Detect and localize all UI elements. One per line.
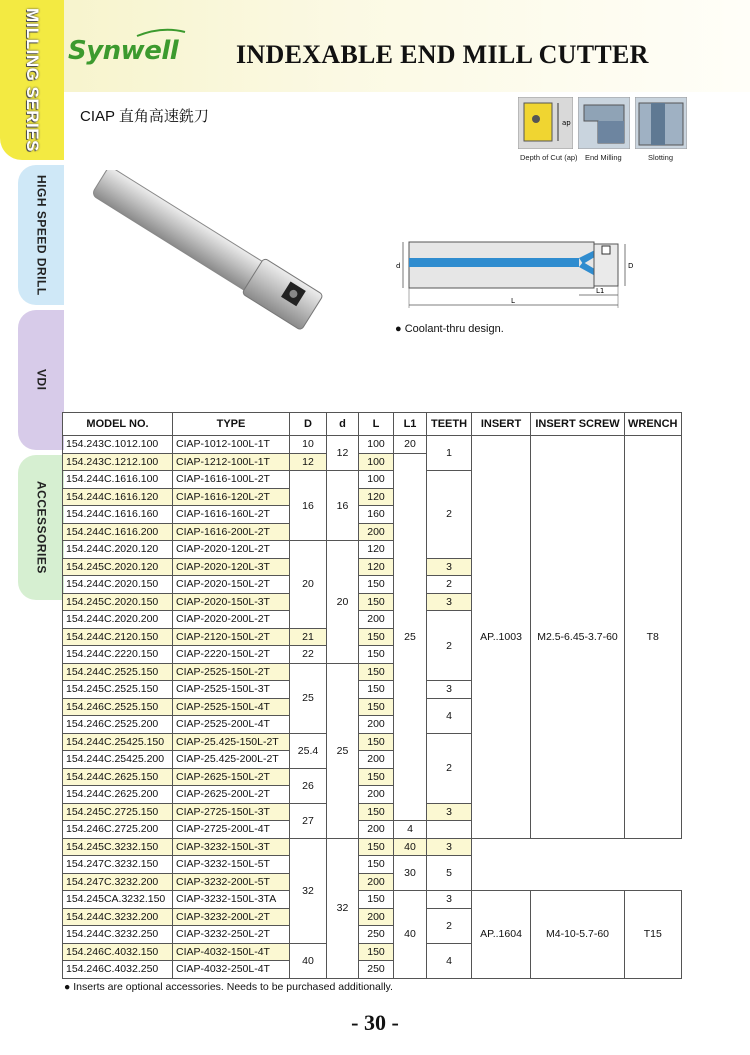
teeth-value: 3 <box>427 891 472 909</box>
col-teeth: TEETH <box>427 413 472 436</box>
type: CIAP-25.425-150L-2T <box>173 733 290 751</box>
teeth-value: 3 <box>427 558 472 576</box>
footnote: ● Inserts are optional accessories. Needs to be purchased additionally. <box>64 981 393 993</box>
wrench-value: T8 <box>625 436 682 839</box>
L-value: 150 <box>359 943 394 961</box>
model-no: 154.244C.2625.200 <box>63 786 173 804</box>
type: CIAP-1212-100L-1T <box>173 453 290 471</box>
D-value: 22 <box>290 646 327 664</box>
table-row <box>63 436 682 454</box>
thumb-caption-depth-of-cut: Depth of Cut (ap) <box>520 153 578 162</box>
d-value: 32 <box>327 838 359 978</box>
D-value: 16 <box>290 471 327 541</box>
D-value: 21 <box>290 628 327 646</box>
model-no: 154.245C.2020.120 <box>63 558 173 576</box>
coolant-note: ● Coolant-thru design. <box>395 323 504 335</box>
L-value: 200 <box>359 821 394 839</box>
type: CIAP-3232-150L-3TA <box>173 891 290 909</box>
col-L: L <box>359 413 394 436</box>
teeth-value: 4 <box>394 821 427 839</box>
drawing-label-D: D <box>628 262 634 270</box>
type: CIAP-2725-200L-4T <box>173 821 290 839</box>
L-value: 100 <box>359 436 394 454</box>
L-value: 150 <box>359 803 394 821</box>
type: CIAP-2525-150L-4T <box>173 698 290 716</box>
type: CIAP-2220-150L-2T <box>173 646 290 664</box>
table-row <box>63 838 682 856</box>
insert-screw-value: M2.5-6.45-3.7-60 <box>531 436 625 839</box>
L1-value: 40 <box>394 891 427 979</box>
d-value: 25 <box>327 663 359 838</box>
L-value: 120 <box>359 488 394 506</box>
D-value: 27 <box>290 803 327 838</box>
teeth-value: 5 <box>427 856 472 891</box>
L-value: 160 <box>359 506 394 524</box>
model-no: 154.244C.2625.150 <box>63 768 173 786</box>
model-no: 154.245C.3232.150 <box>63 838 173 856</box>
teeth-value: 2 <box>427 733 472 803</box>
model-no: 154.244C.3232.200 <box>63 908 173 926</box>
L-value: 150 <box>359 646 394 664</box>
L-value: 200 <box>359 751 394 769</box>
L-value: 200 <box>359 908 394 926</box>
side-tab-hsd-label: HIGH SPEED DRILL <box>34 174 49 296</box>
model-no: 154.247C.3232.150 <box>63 856 173 874</box>
L1-value: 30 <box>394 856 427 891</box>
type: CIAP-2525-200L-4T <box>173 716 290 734</box>
type: CIAP-3232-250L-2T <box>173 926 290 944</box>
model-no: 154.244C.2020.120 <box>63 541 173 559</box>
type: CIAP-2020-150L-2T <box>173 576 290 594</box>
svg-text:ap: ap <box>562 119 571 127</box>
model-no: 154.246C.2525.150 <box>63 698 173 716</box>
L-value: 150 <box>359 733 394 751</box>
table-header-row <box>63 413 682 436</box>
type: CIAP-2525-150L-3T <box>173 681 290 699</box>
teeth-value: 2 <box>427 611 472 681</box>
teeth-value: 2 <box>427 471 472 559</box>
model-no: 154.244C.2525.150 <box>63 663 173 681</box>
teeth-value: 1 <box>427 436 472 471</box>
D-value: 25.4 <box>290 733 327 768</box>
model-no: 154.245C.2725.150 <box>63 803 173 821</box>
d-value: 16 <box>327 471 359 541</box>
model-no: 154.245C.2020.150 <box>63 593 173 611</box>
thumb-caption-slotting: Slotting <box>648 153 674 162</box>
L-value: 250 <box>359 926 394 944</box>
model-no: 154.246C.4032.150 <box>63 943 173 961</box>
teeth-value: 2 <box>427 576 472 594</box>
L-value: 150 <box>359 663 394 681</box>
col-L1: L1 <box>394 413 427 436</box>
logo-swoosh-icon <box>67 28 187 38</box>
model-no: 154.244C.2220.150 <box>63 646 173 664</box>
model-no: 154.245C.2525.150 <box>63 681 173 699</box>
L1-value: 25 <box>394 453 427 821</box>
D-value: 32 <box>290 838 327 943</box>
insert-screw-value: M4-10-5.7-60 <box>531 891 625 979</box>
type: CIAP-4032-250L-4T <box>173 961 290 979</box>
type: CIAP-1616-200L-2T <box>173 523 290 541</box>
type: CIAP-2020-120L-3T <box>173 558 290 576</box>
side-tab-milling-label: MILLING SERIES <box>22 8 42 152</box>
L-value: 150 <box>359 856 394 874</box>
L-value: 250 <box>359 961 394 979</box>
D-value: 25 <box>290 663 327 733</box>
model-no: 154.245CA.3232.150 <box>63 891 173 909</box>
table-row <box>63 873 682 891</box>
teeth-value: 3 <box>427 593 472 611</box>
L1-value: 40 <box>394 838 427 856</box>
type: CIAP-3232-150L-5T <box>173 856 290 874</box>
teeth-value: 3 <box>427 803 472 821</box>
model-no: 154.246C.2525.200 <box>63 716 173 734</box>
L1-value: 20 <box>394 436 427 454</box>
model-no: 154.244C.3232.250 <box>63 926 173 944</box>
end-milling-diagram <box>578 97 630 149</box>
model-no: 154.244C.2020.200 <box>63 611 173 629</box>
drawing-label-d: d <box>396 262 401 270</box>
insert-value: AP..1003 <box>472 436 531 839</box>
L-value: 150 <box>359 768 394 786</box>
col-type: TYPE <box>173 413 290 436</box>
side-tab-vdi-label: VDI <box>34 369 49 391</box>
model-no: 154.246C.2725.200 <box>63 821 173 839</box>
type: CIAP-1616-120L-2T <box>173 488 290 506</box>
side-tab-accessories[interactable] <box>18 455 64 600</box>
teeth-value: 3 <box>427 838 472 856</box>
col-insert: INSERT <box>472 413 531 436</box>
col-D: D <box>290 413 327 436</box>
type: CIAP-3232-200L-2T <box>173 908 290 926</box>
L-value: 150 <box>359 628 394 646</box>
model-no: 154.244C.2020.150 <box>63 576 173 594</box>
D-value: 40 <box>290 943 327 978</box>
col-insert-screw: INSERT SCREW <box>531 413 625 436</box>
drawing-label-L1: L1 <box>596 287 605 295</box>
type: CIAP-2625-200L-2T <box>173 786 290 804</box>
L-value: 120 <box>359 541 394 559</box>
model-no: 154.244C.1616.120 <box>63 488 173 506</box>
d-value: 12 <box>327 436 359 471</box>
L-value: 200 <box>359 716 394 734</box>
type: CIAP-1012-100L-1T <box>173 436 290 454</box>
L-value: 150 <box>359 576 394 594</box>
side-tab-milling[interactable] <box>0 0 64 160</box>
model-no: 154.244C.2120.150 <box>63 628 173 646</box>
type: CIAP-3232-200L-5T <box>173 873 290 891</box>
L-value: 150 <box>359 891 394 909</box>
type: CIAP-2120-150L-2T <box>173 628 290 646</box>
type: CIAP-2020-120L-2T <box>173 541 290 559</box>
type: CIAP-1616-160L-2T <box>173 506 290 524</box>
drawing-label-L: L <box>511 297 515 305</box>
col-wrench: WRENCH <box>625 413 682 436</box>
col-d: d <box>327 413 359 436</box>
model-no: 154.243C.1012.100 <box>63 436 173 454</box>
insert-value: AP..1604 <box>472 891 531 979</box>
L-value: 150 <box>359 698 394 716</box>
product-subtitle: CIAP 直角高速銑刀 <box>80 108 209 125</box>
model-no: 154.246C.4032.250 <box>63 961 173 979</box>
L-value: 150 <box>359 838 394 856</box>
teeth-value: 3 <box>427 681 472 699</box>
wrench-value: T15 <box>625 891 682 979</box>
side-tab-accessories-label: ACCESSORIES <box>34 481 49 574</box>
type: CIAP-4032-150L-4T <box>173 943 290 961</box>
model-no: 154.244C.1616.200 <box>63 523 173 541</box>
D-value: 20 <box>290 541 327 629</box>
brand-logo: Synwell <box>68 36 179 66</box>
D-value: 12 <box>290 453 327 471</box>
teeth-value: 2 <box>427 908 472 943</box>
depth-of-cut-diagram <box>518 97 573 149</box>
table-row <box>63 856 682 874</box>
thumb-caption-end-milling: End Milling <box>585 153 622 162</box>
model-no: 154.244C.1616.160 <box>63 506 173 524</box>
end-mill-product-photo <box>90 170 340 330</box>
model-no: 154.244C.25425.200 <box>63 751 173 769</box>
dimension-drawing <box>393 232 643 312</box>
page-number: - 30 - <box>351 1010 399 1035</box>
L-value: 200 <box>359 786 394 804</box>
type: CIAP-2020-150L-3T <box>173 593 290 611</box>
page-title: INDEXABLE END MILL CUTTER <box>236 40 649 69</box>
d-value: 20 <box>327 541 359 664</box>
table-row <box>63 891 682 909</box>
model-no: 154.243C.1212.100 <box>63 453 173 471</box>
L-value: 200 <box>359 873 394 891</box>
L-value: 150 <box>359 681 394 699</box>
type: CIAP-3232-150L-3T <box>173 838 290 856</box>
L-value: 150 <box>359 593 394 611</box>
side-tab-high-speed-drill[interactable] <box>18 165 64 305</box>
side-tab-vdi[interactable] <box>18 310 64 450</box>
type: CIAP-2625-150L-2T <box>173 768 290 786</box>
teeth-value: 4 <box>427 698 472 733</box>
slotting-diagram <box>635 97 687 149</box>
type: CIAP-2525-150L-2T <box>173 663 290 681</box>
L-value: 200 <box>359 611 394 629</box>
L-value: 120 <box>359 558 394 576</box>
model-no: 154.247C.3232.200 <box>63 873 173 891</box>
type: CIAP-2020-200L-2T <box>173 611 290 629</box>
D-value: 10 <box>290 436 327 454</box>
L-value: 100 <box>359 453 394 471</box>
type: CIAP-25.425-200L-2T <box>173 751 290 769</box>
spec-table <box>62 412 682 979</box>
teeth-value: 4 <box>427 943 472 978</box>
type: CIAP-2725-150L-3T <box>173 803 290 821</box>
D-value: 26 <box>290 768 327 803</box>
col-model-no: MODEL NO. <box>63 413 173 436</box>
model-no: 154.244C.25425.150 <box>63 733 173 751</box>
type: CIAP-1616-100L-2T <box>173 471 290 489</box>
L-value: 100 <box>359 471 394 489</box>
L-value: 200 <box>359 523 394 541</box>
model-no: 154.244C.1616.100 <box>63 471 173 489</box>
